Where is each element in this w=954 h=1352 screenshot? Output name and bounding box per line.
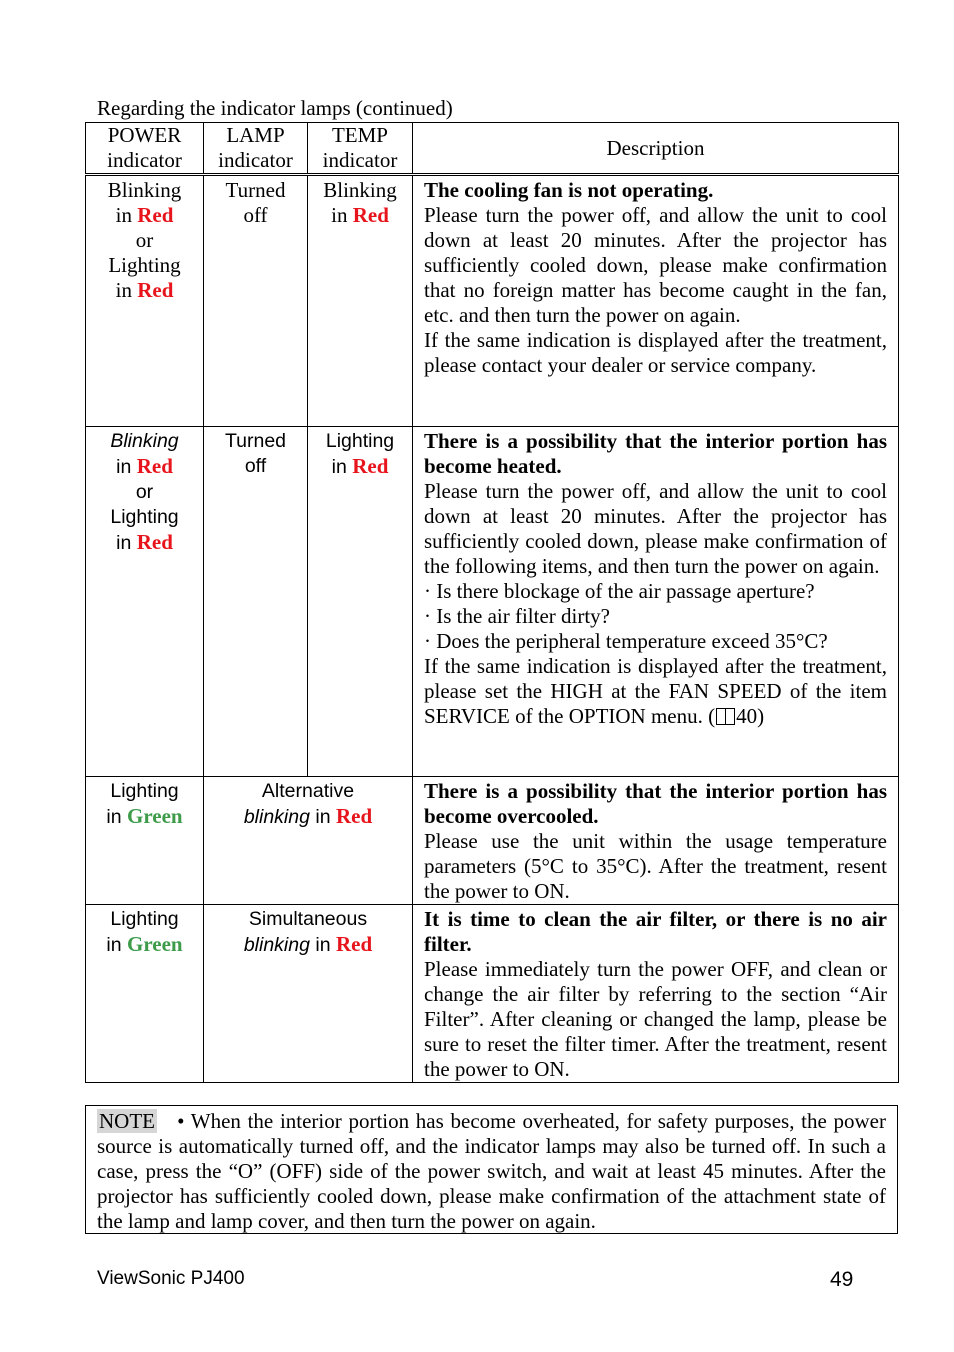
color-red: Red <box>137 203 174 227</box>
description-title: The cooling fan is not operating. <box>424 178 714 202</box>
state-text: Lighting <box>108 253 181 277</box>
footer-text: If the same indication is displayed after the treatment, please set the HIGH at the FAN SPEED of the item SERVICE of the OPTION menu. ( <box>424 654 887 728</box>
checklist-item: · Does the peripheral temperature exceed 35°C? <box>424 629 828 653</box>
book-reference-icon <box>716 708 735 725</box>
header-lamp-l1: LAMP <box>226 123 285 147</box>
header-temp <box>308 123 413 175</box>
in-text: in <box>331 203 348 227</box>
note-box <box>85 1105 898 1234</box>
state-text: Lighting <box>110 908 179 930</box>
state-text: off <box>243 203 268 227</box>
table-row <box>86 427 899 777</box>
description-body: Please turn the power off, and allow the unit to cool down at least 20 minutes. After the projector has sufficiently cooled down, please make confirmation of the following items, and then turn the power on again. <box>424 479 887 578</box>
checklist-item: · Is the air filter dirty? <box>424 604 611 628</box>
description-title: There is a possibility that the interior portion has become overcooled. <box>424 779 887 828</box>
lamp-indicator-cell <box>204 427 308 777</box>
power-indicator-cell <box>86 905 204 1083</box>
description-body: Please use the unit within the usage temperature parameters (5°C to 35°C). After the treatment, resent the power to ON. <box>424 829 887 903</box>
state-text: Blinking <box>107 178 182 202</box>
lamp-temp-indicator-cell <box>204 777 413 905</box>
temp-indicator-cell <box>308 175 413 427</box>
indicator-lamp-table <box>85 122 899 1083</box>
header-description: Description <box>413 123 899 175</box>
color-red: Red <box>352 454 389 478</box>
color-red: Red <box>137 278 174 302</box>
note-tag: NOTE <box>99 1109 155 1133</box>
note-text: • When the interior portion has become overheated, for safety purposes, the power source is automatically turned off, and the indicator lamps may also be turned off. In such a case, press the “O” (OFF) side of the power switch, and wait at least 45 minutes. After the projector has sufficiently cooled down, please make confirmation of the attachment state of the lamp and lamp cover, and then turn the power on again. <box>97 1109 886 1233</box>
state-text: Alternative <box>261 780 355 802</box>
state-text: blinking <box>243 806 310 828</box>
state-text: Simultaneous <box>248 908 368 930</box>
description-footer: If the same indication is displayed after the treatment, please contact your dealer or service company. <box>424 328 887 377</box>
state-text: Turned <box>225 178 286 202</box>
color-green: Green <box>127 932 183 956</box>
in-text: in <box>106 806 122 828</box>
description-cell <box>413 175 899 427</box>
table-caption: Regarding the indicator lamps (continued) <box>97 96 453 120</box>
color-red: Red <box>336 804 373 828</box>
in-text: in <box>116 456 132 478</box>
power-indicator-cell <box>86 175 204 427</box>
color-red: Red <box>352 203 389 227</box>
or-text: or <box>135 481 154 503</box>
state-text: Turned <box>224 430 287 452</box>
header-power-l1: POWER <box>107 123 182 147</box>
state-text: Blinking <box>323 178 397 202</box>
description-footer <box>424 654 887 729</box>
table-row <box>86 175 899 427</box>
color-red: Red <box>136 530 173 554</box>
description-cell <box>413 905 899 1083</box>
in-text: in <box>115 203 132 227</box>
in-text: in <box>116 532 132 554</box>
lamp-temp-indicator-cell <box>204 905 413 1083</box>
in-text: in <box>315 806 331 828</box>
description-body: Please turn the power off, and allow the unit to cool down at least 20 minutes. After the projector has sufficiently cooled down, please make confirmation that no foreign matter has become caught in the fan, etc. and then turn the power on again. <box>424 203 887 327</box>
state-text: Lighting <box>110 780 179 802</box>
in-text: in <box>106 934 122 956</box>
description-title: It is time to clean the air filter, or there is no air filter. <box>424 907 887 956</box>
header-lamp <box>204 123 308 175</box>
header-power-l2: indicator <box>107 148 182 172</box>
lamp-indicator-cell <box>204 175 308 427</box>
in-text: in <box>315 934 331 956</box>
or-text: or <box>135 228 154 252</box>
description-title: There is a possibility that the interior portion has become heated. <box>424 429 887 478</box>
power-indicator-cell <box>86 427 204 777</box>
description-cell <box>413 777 899 905</box>
page-reference: 40) <box>736 704 765 728</box>
description-cell <box>413 427 899 777</box>
checklist-item: · Is there blockage of the air passage aperture? <box>424 579 815 603</box>
color-red: Red <box>136 454 173 478</box>
state-text: Blinking <box>110 430 179 452</box>
in-text: in <box>115 278 132 302</box>
in-text: in <box>331 456 347 478</box>
table-header-row <box>86 123 899 175</box>
table-row <box>86 777 899 905</box>
temp-indicator-cell <box>308 427 413 777</box>
state-text: blinking <box>243 934 310 956</box>
header-power <box>86 123 204 175</box>
header-lamp-l2: indicator <box>218 148 293 172</box>
state-text: Lighting <box>110 506 179 528</box>
state-text: Lighting <box>325 430 395 452</box>
footer-product-name: ViewSonic PJ400 <box>97 1268 245 1289</box>
header-temp-l2: indicator <box>322 148 398 172</box>
power-indicator-cell <box>86 777 204 905</box>
page-number: 49 <box>830 1268 854 1291</box>
table-row <box>86 905 899 1083</box>
color-red: Red <box>336 932 373 956</box>
state-text: off <box>244 455 267 477</box>
description-body: Please immediately turn the power OFF, and clean or change the air filter by referring to the section “Air Filter”. After cleaning or changed the lamp, please be sure to reset the filter timer. After the treatment, resent the power to ON. <box>424 957 887 1081</box>
header-temp-l1: TEMP <box>331 123 388 147</box>
color-green: Green <box>127 804 183 828</box>
